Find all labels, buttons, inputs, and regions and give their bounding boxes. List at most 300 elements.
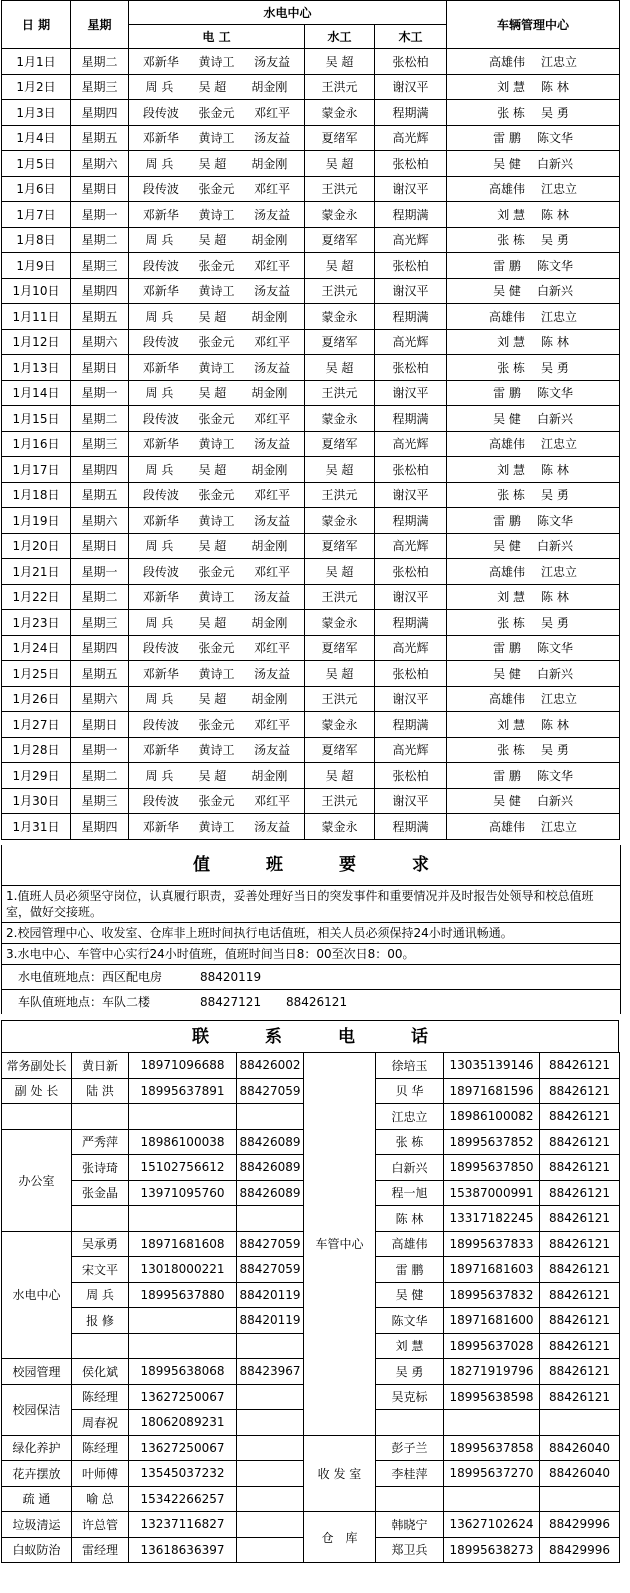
cell-date: 1月8日 [2, 227, 71, 253]
contact-dept: 副 处 长 [2, 1078, 72, 1104]
contact-mobile: 18971681596 [444, 1078, 540, 1104]
contact-phone [237, 1537, 304, 1563]
contact-name: 陈 林 [376, 1206, 444, 1232]
cell-carpenter: 张松柏 [375, 49, 447, 75]
contact-phone: 88426040 [540, 1435, 620, 1461]
schedule-row [2, 482, 620, 508]
contact-phone [237, 1461, 304, 1487]
schedule-row [2, 176, 620, 202]
header-carpenter: 木工 [375, 25, 447, 49]
cell-plumber: 蒙金永 [305, 406, 375, 432]
contact-dept: 垃圾清运 [2, 1512, 72, 1538]
contact-mobile: 13545037232 [129, 1461, 237, 1487]
cell-plumber: 王洪元 [305, 584, 375, 610]
cell-electricians: 段传波 张金元 邓红平 [129, 253, 305, 279]
contact-dept: 白蚁防治 [2, 1537, 72, 1563]
cell-electricians: 邓新华 黄诗工 汤友益 [129, 661, 305, 687]
cell-weekday: 星期六 [71, 329, 129, 355]
cell-date: 1月13日 [2, 355, 71, 381]
cell-plumber: 夏绪军 [305, 125, 375, 151]
contact-mobile [129, 1206, 237, 1232]
contact-mobile: 15102756612 [129, 1155, 237, 1181]
contact-mobile: 18995638598 [444, 1384, 540, 1410]
schedule-row [2, 814, 620, 840]
cell-vehicle: 高雄伟 江忠立 [447, 814, 620, 840]
contact-name: 程一旭 [376, 1180, 444, 1206]
cell-date: 1月25日 [2, 661, 71, 687]
cell-plumber: 吴 超 [305, 49, 375, 75]
cell-electricians: 周 兵 吴 超 胡金刚 [129, 763, 305, 789]
cell-date: 1月2日 [2, 74, 71, 100]
contact-mobile: 18995637832 [444, 1282, 540, 1308]
contact-phone [237, 1384, 304, 1410]
cell-plumber: 吴 超 [305, 559, 375, 585]
cell-vehicle: 高雄伟 江忠立 [447, 49, 620, 75]
cell-electricians: 邓新华 黄诗工 汤友益 [129, 278, 305, 304]
cell-electricians: 段传波 张金元 邓红平 [129, 559, 305, 585]
duty-schedule-table [1, 0, 620, 840]
cell-plumber: 王洪元 [305, 380, 375, 406]
cell-vehicle: 雷 鹏 陈文华 [447, 125, 620, 151]
contact-name: 吴承勇 [72, 1231, 129, 1257]
duty-location-water: 水电值班地点：西区配电房 88420119 [2, 964, 620, 989]
cell-plumber: 蒙金永 [305, 304, 375, 330]
contact-phone: 88426121 [540, 1206, 620, 1232]
cell-plumber: 吴 超 [305, 151, 375, 177]
duty-location-vehicle: 车队值班地点：车队二楼 88427121 88426121 [2, 989, 620, 1014]
cell-vehicle: 张 栋 吴 勇 [447, 355, 620, 381]
cell-weekday: 星期六 [71, 151, 129, 177]
cell-plumber: 王洪元 [305, 686, 375, 712]
contact-mobile: 13627250067 [129, 1384, 237, 1410]
contact-phone [237, 1206, 304, 1232]
contact-mobile: 13018000221 [129, 1257, 237, 1283]
cell-plumber: 吴 超 [305, 253, 375, 279]
contact-phone: 88427059 [237, 1257, 304, 1283]
contact-mobile: 18986100082 [444, 1104, 540, 1130]
cell-plumber: 吴 超 [305, 661, 375, 687]
cell-electricians: 邓新华 黄诗工 汤友益 [129, 355, 305, 381]
contact-mobile: 18995637891 [129, 1078, 237, 1104]
schedule-row [2, 253, 620, 279]
contact-phone [237, 1333, 304, 1359]
contact-phone: 88426121 [540, 1257, 620, 1283]
cell-plumber: 吴 超 [305, 457, 375, 483]
cell-vehicle: 刘 慧 陈 林 [447, 584, 620, 610]
cell-date: 1月6日 [2, 176, 71, 202]
cell-vehicle: 高雄伟 江忠立 [447, 176, 620, 202]
schedule-row [2, 74, 620, 100]
cell-weekday: 星期六 [71, 686, 129, 712]
contact-mobile [444, 1486, 540, 1512]
cell-date: 1月15日 [2, 406, 71, 432]
contact-dept: 校园保洁 [2, 1384, 72, 1435]
cell-date: 1月28日 [2, 737, 71, 763]
cell-electricians: 段传波 张金元 邓红平 [129, 712, 305, 738]
cell-vehicle: 吴 健 白新兴 [447, 788, 620, 814]
cell-weekday: 星期六 [71, 508, 129, 534]
contact-dept-storage: 仓 库 [304, 1512, 376, 1563]
cell-plumber: 吴 超 [305, 763, 375, 789]
cell-electricians: 段传波 张金元 邓红平 [129, 100, 305, 126]
contact-mobile: 13618636397 [129, 1537, 237, 1563]
contact-name: 黄日新 [72, 1053, 129, 1079]
contact-phone [540, 1410, 620, 1436]
cell-plumber: 夏绪军 [305, 737, 375, 763]
cell-date: 1月12日 [2, 329, 71, 355]
contact-phone: 88426121 [540, 1104, 620, 1130]
contact-mobile: 18995637850 [444, 1155, 540, 1181]
contact-mobile: 15342266257 [129, 1486, 237, 1512]
cell-vehicle: 刘 慧 陈 林 [447, 329, 620, 355]
cell-vehicle: 吴 健 白新兴 [447, 406, 620, 432]
cell-date: 1月7日 [2, 202, 71, 228]
cell-carpenter: 程期满 [375, 508, 447, 534]
schedule-row [2, 227, 620, 253]
contact-mobile: 18995637852 [444, 1129, 540, 1155]
contact-dept: 绿化养护 [2, 1435, 72, 1461]
contact-phone: 88426121 [540, 1129, 620, 1155]
schedule-row [2, 49, 620, 75]
header-vehicle-center: 车辆管理中心 [447, 1, 620, 49]
contact-row [2, 1435, 620, 1461]
cell-electricians: 周 兵 吴 超 胡金刚 [129, 380, 305, 406]
cell-vehicle: 刘 慧 陈 林 [447, 202, 620, 228]
cell-carpenter: 高光辉 [375, 737, 447, 763]
contact-name: 周 兵 [72, 1282, 129, 1308]
cell-plumber: 王洪元 [305, 788, 375, 814]
contact-name: 许总管 [72, 1512, 129, 1538]
cell-date: 1月18日 [2, 482, 71, 508]
contact-row [2, 1512, 620, 1538]
schedule-row [2, 329, 620, 355]
contact-name: 张 栋 [376, 1129, 444, 1155]
cell-weekday: 星期四 [71, 278, 129, 304]
contact-phone [237, 1512, 304, 1538]
cell-weekday: 星期二 [71, 763, 129, 789]
contact-name: 彭子兰 [376, 1435, 444, 1461]
contact-mobile: 18971681600 [444, 1308, 540, 1334]
contact-mobile: 18995637270 [444, 1461, 540, 1487]
schedule-row [2, 355, 620, 381]
cell-electricians: 邓新华 黄诗工 汤友益 [129, 814, 305, 840]
cell-weekday: 星期五 [71, 661, 129, 687]
cell-electricians: 周 兵 吴 超 胡金刚 [129, 304, 305, 330]
cell-electricians: 周 兵 吴 超 胡金刚 [129, 74, 305, 100]
cell-vehicle: 雷 鹏 陈文华 [447, 380, 620, 406]
contact-name: 侯化斌 [72, 1359, 129, 1385]
cell-vehicle: 高雄伟 江忠立 [447, 559, 620, 585]
cell-electricians: 段传波 张金元 邓红平 [129, 482, 305, 508]
contact-name [376, 1486, 444, 1512]
cell-plumber: 蒙金永 [305, 712, 375, 738]
cell-date: 1月31日 [2, 814, 71, 840]
cell-weekday: 星期三 [71, 610, 129, 636]
cell-carpenter: 谢汉平 [375, 584, 447, 610]
cell-weekday: 星期二 [71, 49, 129, 75]
contact-mobile: 18986100038 [129, 1129, 237, 1155]
contact-phone [237, 1410, 304, 1436]
cell-date: 1月21日 [2, 559, 71, 585]
cell-electricians: 周 兵 吴 超 胡金刚 [129, 686, 305, 712]
cell-plumber: 王洪元 [305, 74, 375, 100]
header-water-power-center: 水电中心 [129, 1, 447, 25]
cell-electricians: 段传波 张金元 邓红平 [129, 406, 305, 432]
cell-vehicle: 吴 健 白新兴 [447, 661, 620, 687]
contact-mobile: 18995637833 [444, 1231, 540, 1257]
cell-date: 1月11日 [2, 304, 71, 330]
cell-carpenter: 张松柏 [375, 559, 447, 585]
contact-phone: 88426121 [540, 1078, 620, 1104]
header-electrician: 电 工 [129, 25, 305, 49]
cell-electricians: 段传波 张金元 邓红平 [129, 635, 305, 661]
cell-carpenter: 张松柏 [375, 661, 447, 687]
contact-mobile: 18995637028 [444, 1333, 540, 1359]
schedule-row [2, 151, 620, 177]
cell-vehicle: 刘 慧 陈 林 [447, 712, 620, 738]
header-weekday: 星期 [71, 1, 129, 49]
cell-carpenter: 谢汉平 [375, 176, 447, 202]
cell-vehicle: 高雄伟 江忠立 [447, 304, 620, 330]
contact-name: 李桂萍 [376, 1461, 444, 1487]
cell-weekday: 星期一 [71, 380, 129, 406]
cell-weekday: 星期五 [71, 304, 129, 330]
contact-mobile [129, 1333, 237, 1359]
contact-phone: 88420119 [237, 1308, 304, 1334]
contact-name: 郑卫兵 [376, 1537, 444, 1563]
cell-weekday: 星期五 [71, 125, 129, 151]
contact-name: 叶师傅 [72, 1461, 129, 1487]
schedule-row [2, 635, 620, 661]
cell-weekday: 星期三 [71, 74, 129, 100]
cell-carpenter: 程期满 [375, 814, 447, 840]
cell-vehicle: 雷 鹏 陈文华 [447, 763, 620, 789]
cell-electricians: 段传波 张金元 邓红平 [129, 788, 305, 814]
cell-plumber: 夏绪军 [305, 533, 375, 559]
contact-phone [540, 1486, 620, 1512]
contact-phone: 88426121 [540, 1333, 620, 1359]
contact-name: 韩晓宁 [376, 1512, 444, 1538]
cell-weekday: 星期一 [71, 737, 129, 763]
contact-mobile [444, 1410, 540, 1436]
contact-mobile: 18995638068 [129, 1359, 237, 1385]
cell-vehicle: 张 栋 吴 勇 [447, 227, 620, 253]
cell-date: 1月29日 [2, 763, 71, 789]
cell-plumber: 王洪元 [305, 482, 375, 508]
contact-name: 陈经理 [72, 1384, 129, 1410]
cell-vehicle: 张 栋 吴 勇 [447, 737, 620, 763]
contact-phone: 88426121 [540, 1384, 620, 1410]
cell-carpenter: 谢汉平 [375, 686, 447, 712]
cell-electricians: 周 兵 吴 超 胡金刚 [129, 151, 305, 177]
schedule-row [2, 763, 620, 789]
contact-dept: 疏 通 [2, 1486, 72, 1512]
cell-weekday: 星期四 [71, 814, 129, 840]
contact-dept: 花卉摆放 [2, 1461, 72, 1487]
contact-phone: 88427059 [237, 1231, 304, 1257]
cell-electricians: 邓新华 黄诗工 汤友益 [129, 49, 305, 75]
contact-mobile [129, 1104, 237, 1130]
cell-weekday: 星期二 [71, 227, 129, 253]
cell-carpenter: 张松柏 [375, 151, 447, 177]
cell-carpenter: 高光辉 [375, 635, 447, 661]
cell-electricians: 周 兵 吴 超 胡金刚 [129, 610, 305, 636]
contact-dept: 办公室 [2, 1129, 72, 1231]
cell-date: 1月27日 [2, 712, 71, 738]
contact-mobile: 18995637880 [129, 1282, 237, 1308]
cell-carpenter: 高光辉 [375, 227, 447, 253]
contact-mobile: 18971681608 [129, 1231, 237, 1257]
cell-date: 1月22日 [2, 584, 71, 610]
cell-weekday: 星期五 [71, 482, 129, 508]
contact-phone: 88426121 [540, 1231, 620, 1257]
cell-vehicle: 雷 鹏 陈文华 [447, 253, 620, 279]
cell-plumber: 蒙金永 [305, 202, 375, 228]
contact-phone [237, 1486, 304, 1512]
cell-vehicle: 吴 健 白新兴 [447, 151, 620, 177]
schedule-row [2, 610, 620, 636]
cell-carpenter: 张松柏 [375, 253, 447, 279]
cell-date: 1月14日 [2, 380, 71, 406]
contact-name: 严秀萍 [72, 1129, 129, 1155]
cell-weekday: 星期四 [71, 635, 129, 661]
contact-dept [2, 1104, 72, 1130]
schedule-row [2, 406, 620, 432]
contact-name [72, 1333, 129, 1359]
cell-electricians: 周 兵 吴 超 胡金刚 [129, 227, 305, 253]
contacts-table [1, 1052, 620, 1563]
schedule-row [2, 788, 620, 814]
duty-requirements [1, 845, 621, 1014]
cell-vehicle: 雷 鹏 陈文华 [447, 508, 620, 534]
contact-mobile: 18271919796 [444, 1359, 540, 1385]
contact-row [2, 1053, 620, 1079]
requirement-item: 3.水电中心、车管中心实行24小时值班，值班时间当日8：00至次日8：00。 [2, 943, 620, 964]
contact-name: 贝 华 [376, 1078, 444, 1104]
cell-plumber: 夏绪军 [305, 431, 375, 457]
contact-name: 吴克标 [376, 1384, 444, 1410]
cell-date: 1月20日 [2, 533, 71, 559]
schedule-row [2, 100, 620, 126]
contact-dept: 校园管理 [2, 1359, 72, 1385]
contact-name [72, 1104, 129, 1130]
cell-date: 1月24日 [2, 635, 71, 661]
cell-plumber: 夏绪军 [305, 635, 375, 661]
cell-carpenter: 张松柏 [375, 763, 447, 789]
cell-plumber: 夏绪军 [305, 329, 375, 355]
contact-mobile: 13627250067 [129, 1435, 237, 1461]
cell-date: 1月17日 [2, 457, 71, 483]
cell-vehicle: 张 栋 吴 勇 [447, 100, 620, 126]
cell-plumber: 蒙金永 [305, 814, 375, 840]
schedule-row [2, 661, 620, 687]
contact-mobile: 13627102624 [444, 1512, 540, 1538]
cell-date: 1月10日 [2, 278, 71, 304]
cell-carpenter: 张松柏 [375, 355, 447, 381]
contact-mobile: 18971096688 [129, 1053, 237, 1079]
contact-dept: 常务副处长 [2, 1053, 72, 1079]
cell-date: 1月1日 [2, 49, 71, 75]
cell-vehicle: 张 栋 吴 勇 [447, 610, 620, 636]
contact-mobile: 18971681603 [444, 1257, 540, 1283]
cell-carpenter: 谢汉平 [375, 788, 447, 814]
contact-name: 喻 总 [72, 1486, 129, 1512]
contact-dept-vehicle: 车管中心 [304, 1053, 376, 1436]
cell-date: 1月3日 [2, 100, 71, 126]
schedule-row [2, 304, 620, 330]
cell-electricians: 段传波 张金元 邓红平 [129, 329, 305, 355]
cell-vehicle: 高雄伟 江忠立 [447, 686, 620, 712]
cell-carpenter: 程期满 [375, 202, 447, 228]
contact-phone: 88426121 [540, 1180, 620, 1206]
cell-electricians: 邓新华 黄诗工 汤友益 [129, 125, 305, 151]
contact-mobile: 13317182245 [444, 1206, 540, 1232]
contact-name: 江忠立 [376, 1104, 444, 1130]
cell-carpenter: 谢汉平 [375, 482, 447, 508]
cell-electricians: 邓新华 黄诗工 汤友益 [129, 202, 305, 228]
cell-date: 1月19日 [2, 508, 71, 534]
cell-vehicle: 吴 健 白新兴 [447, 278, 620, 304]
cell-carpenter: 高光辉 [375, 329, 447, 355]
contact-name: 周春祝 [72, 1410, 129, 1436]
contact-phone: 88426089 [237, 1180, 304, 1206]
contact-mobile: 18995638273 [444, 1537, 540, 1563]
contact-name: 吴 健 [376, 1282, 444, 1308]
cell-electricians: 段传波 张金元 邓红平 [129, 176, 305, 202]
schedule-row [2, 202, 620, 228]
contacts-title: 联 系 电 话 [1, 1020, 619, 1052]
cell-electricians: 邓新华 黄诗工 汤友益 [129, 737, 305, 763]
contact-phone: 88426002 [237, 1053, 304, 1079]
cell-carpenter: 谢汉平 [375, 74, 447, 100]
contact-phone: 88426121 [540, 1282, 620, 1308]
cell-date: 1月26日 [2, 686, 71, 712]
contact-phone: 88426121 [540, 1359, 620, 1385]
contact-phone: 88427059 [237, 1078, 304, 1104]
schedule-row [2, 559, 620, 585]
contact-name: 雷经理 [72, 1537, 129, 1563]
contact-name: 徐培玉 [376, 1053, 444, 1079]
cell-date: 1月9日 [2, 253, 71, 279]
contact-phone: 88423967 [237, 1359, 304, 1385]
cell-carpenter: 程期满 [375, 712, 447, 738]
contact-name: 陆 洪 [72, 1078, 129, 1104]
cell-weekday: 星期三 [71, 431, 129, 457]
cell-vehicle: 高雄伟 江忠立 [447, 431, 620, 457]
contact-phone: 88426089 [237, 1155, 304, 1181]
contact-mobile: 15387000991 [444, 1180, 540, 1206]
cell-weekday: 星期四 [71, 457, 129, 483]
cell-weekday: 星期三 [71, 788, 129, 814]
cell-plumber: 夏绪军 [305, 227, 375, 253]
contact-phone: 88426121 [540, 1308, 620, 1334]
cell-carpenter: 高光辉 [375, 125, 447, 151]
cell-weekday: 星期日 [71, 176, 129, 202]
cell-plumber: 蒙金永 [305, 508, 375, 534]
schedule-row [2, 508, 620, 534]
cell-carpenter: 张松柏 [375, 457, 447, 483]
contact-name: 白新兴 [376, 1155, 444, 1181]
schedule-row [2, 533, 620, 559]
cell-weekday: 星期二 [71, 584, 129, 610]
cell-weekday: 星期日 [71, 533, 129, 559]
cell-electricians: 邓新华 黄诗工 汤友益 [129, 508, 305, 534]
contact-name: 雷 鹏 [376, 1257, 444, 1283]
schedule-row [2, 431, 620, 457]
cell-weekday: 星期日 [71, 355, 129, 381]
cell-carpenter: 谢汉平 [375, 278, 447, 304]
header-date: 日 期 [2, 1, 71, 49]
